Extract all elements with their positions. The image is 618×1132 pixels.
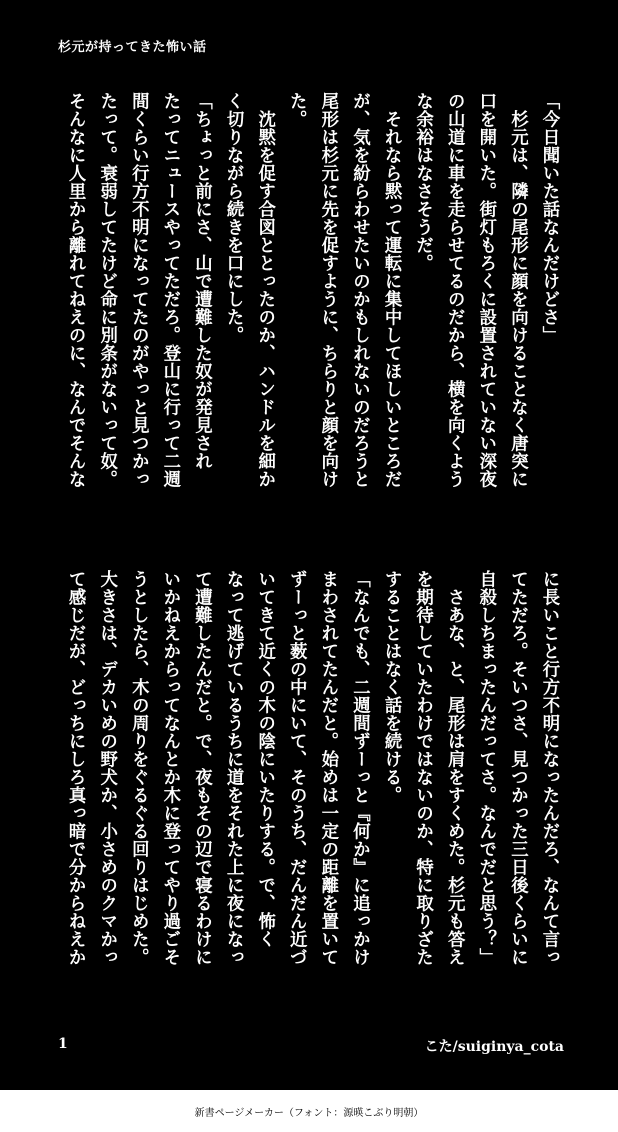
text-column: が、気を紛らわせたいのかもしれないのだろうと bbox=[349, 92, 370, 488]
text-column: た。 bbox=[286, 92, 307, 128]
text-column: まわされてたんだと。始めは一定の距離を置いて bbox=[317, 570, 338, 966]
text-column: なって逃げているうちに道をそれた上に夜になっ bbox=[223, 570, 244, 966]
text-column: 沈黙を促す合図ととったのか、ハンドルを細か bbox=[254, 92, 275, 488]
text-column: く切りながら続きを口にした。 bbox=[223, 92, 244, 344]
text-column: 「なんでも、二週間ずーっと『何か』に追っかけ bbox=[349, 570, 370, 966]
text-column: 尾形は杉元に先を促すように、ちらりと顔を向け bbox=[317, 92, 338, 488]
text-column: 自殺しちまったんだってさ。なんでだと思う？」 bbox=[475, 570, 496, 966]
text-column: することはなく話を続ける。 bbox=[381, 570, 402, 804]
text-column: に長いこと行方不明になったんだろ、なんて言っ bbox=[539, 570, 559, 966]
text-column: さあな、と、尾形は肩をすくめた。杉元も答え bbox=[444, 570, 465, 966]
text-block-top bbox=[58, 92, 564, 547]
text-column: 「今日聞いた話なんだけどさ」 bbox=[539, 92, 559, 344]
text-column: 杉元は、隣の尾形に顔を向けることなく唐突に bbox=[507, 92, 528, 488]
text-column: て感じだが、どっちにしろ真っ暗で分からねえか bbox=[65, 570, 86, 966]
text-column: いかねえからってなんとか木に登ってやり過ごそ bbox=[159, 570, 180, 966]
generator-credit: 新書ページメーカー（フォント：源暎こぶり明朝） bbox=[194, 1107, 424, 1119]
author-credit: こた/suiginya_cota bbox=[424, 1039, 564, 1055]
text-column: を期待していたわけではないのか、特に取りざた bbox=[412, 570, 433, 966]
text-column: の山道に車を走らせてるのだから、横を向くよう bbox=[444, 92, 465, 488]
text-column: 「ちょっと前にさ、山で遭難した奴が発見され bbox=[191, 92, 212, 470]
text-column: たってニュースやってただろ。登山に行って二週 bbox=[159, 92, 180, 488]
text-column: ずーっと薮の中にいて、そのうち、だんだん近づ bbox=[286, 570, 307, 966]
text-column: それなら黙って運転に集中してほしいところだ bbox=[381, 92, 402, 488]
text-column: 大きさは、デカいめの野犬か、小さめのクマかっ bbox=[96, 570, 117, 966]
text-column: うとしたら、木の周りをぐるぐる回りはじめた。 bbox=[128, 570, 149, 966]
text-column: そんなに人里から離れてねえのに、なんでそんな bbox=[65, 92, 86, 488]
text-column: てただろ。そいつさ、見つかった三日後くらいに bbox=[507, 570, 528, 966]
page-title: 杉元が持ってきた怖い話 bbox=[58, 40, 207, 55]
page-number: 1 bbox=[58, 1036, 68, 1052]
text-column: いてきて近くの木の陰にいたりする。で、怖く bbox=[254, 570, 275, 948]
text-column: 間くらい行方不明になってたのがやっと見つかっ bbox=[128, 92, 149, 488]
text-column: な余裕はなさそうだ。 bbox=[412, 92, 433, 272]
text-column: て遭難したんだと。で、夜もその辺で寝るわけに bbox=[191, 570, 212, 966]
text-column: 口を開いた。街灯もろくに設置されていない深夜 bbox=[475, 92, 496, 488]
text-block-bottom bbox=[58, 570, 564, 1025]
text-column: たって。衰弱してたけど命に別条がないって奴。 bbox=[96, 92, 117, 488]
